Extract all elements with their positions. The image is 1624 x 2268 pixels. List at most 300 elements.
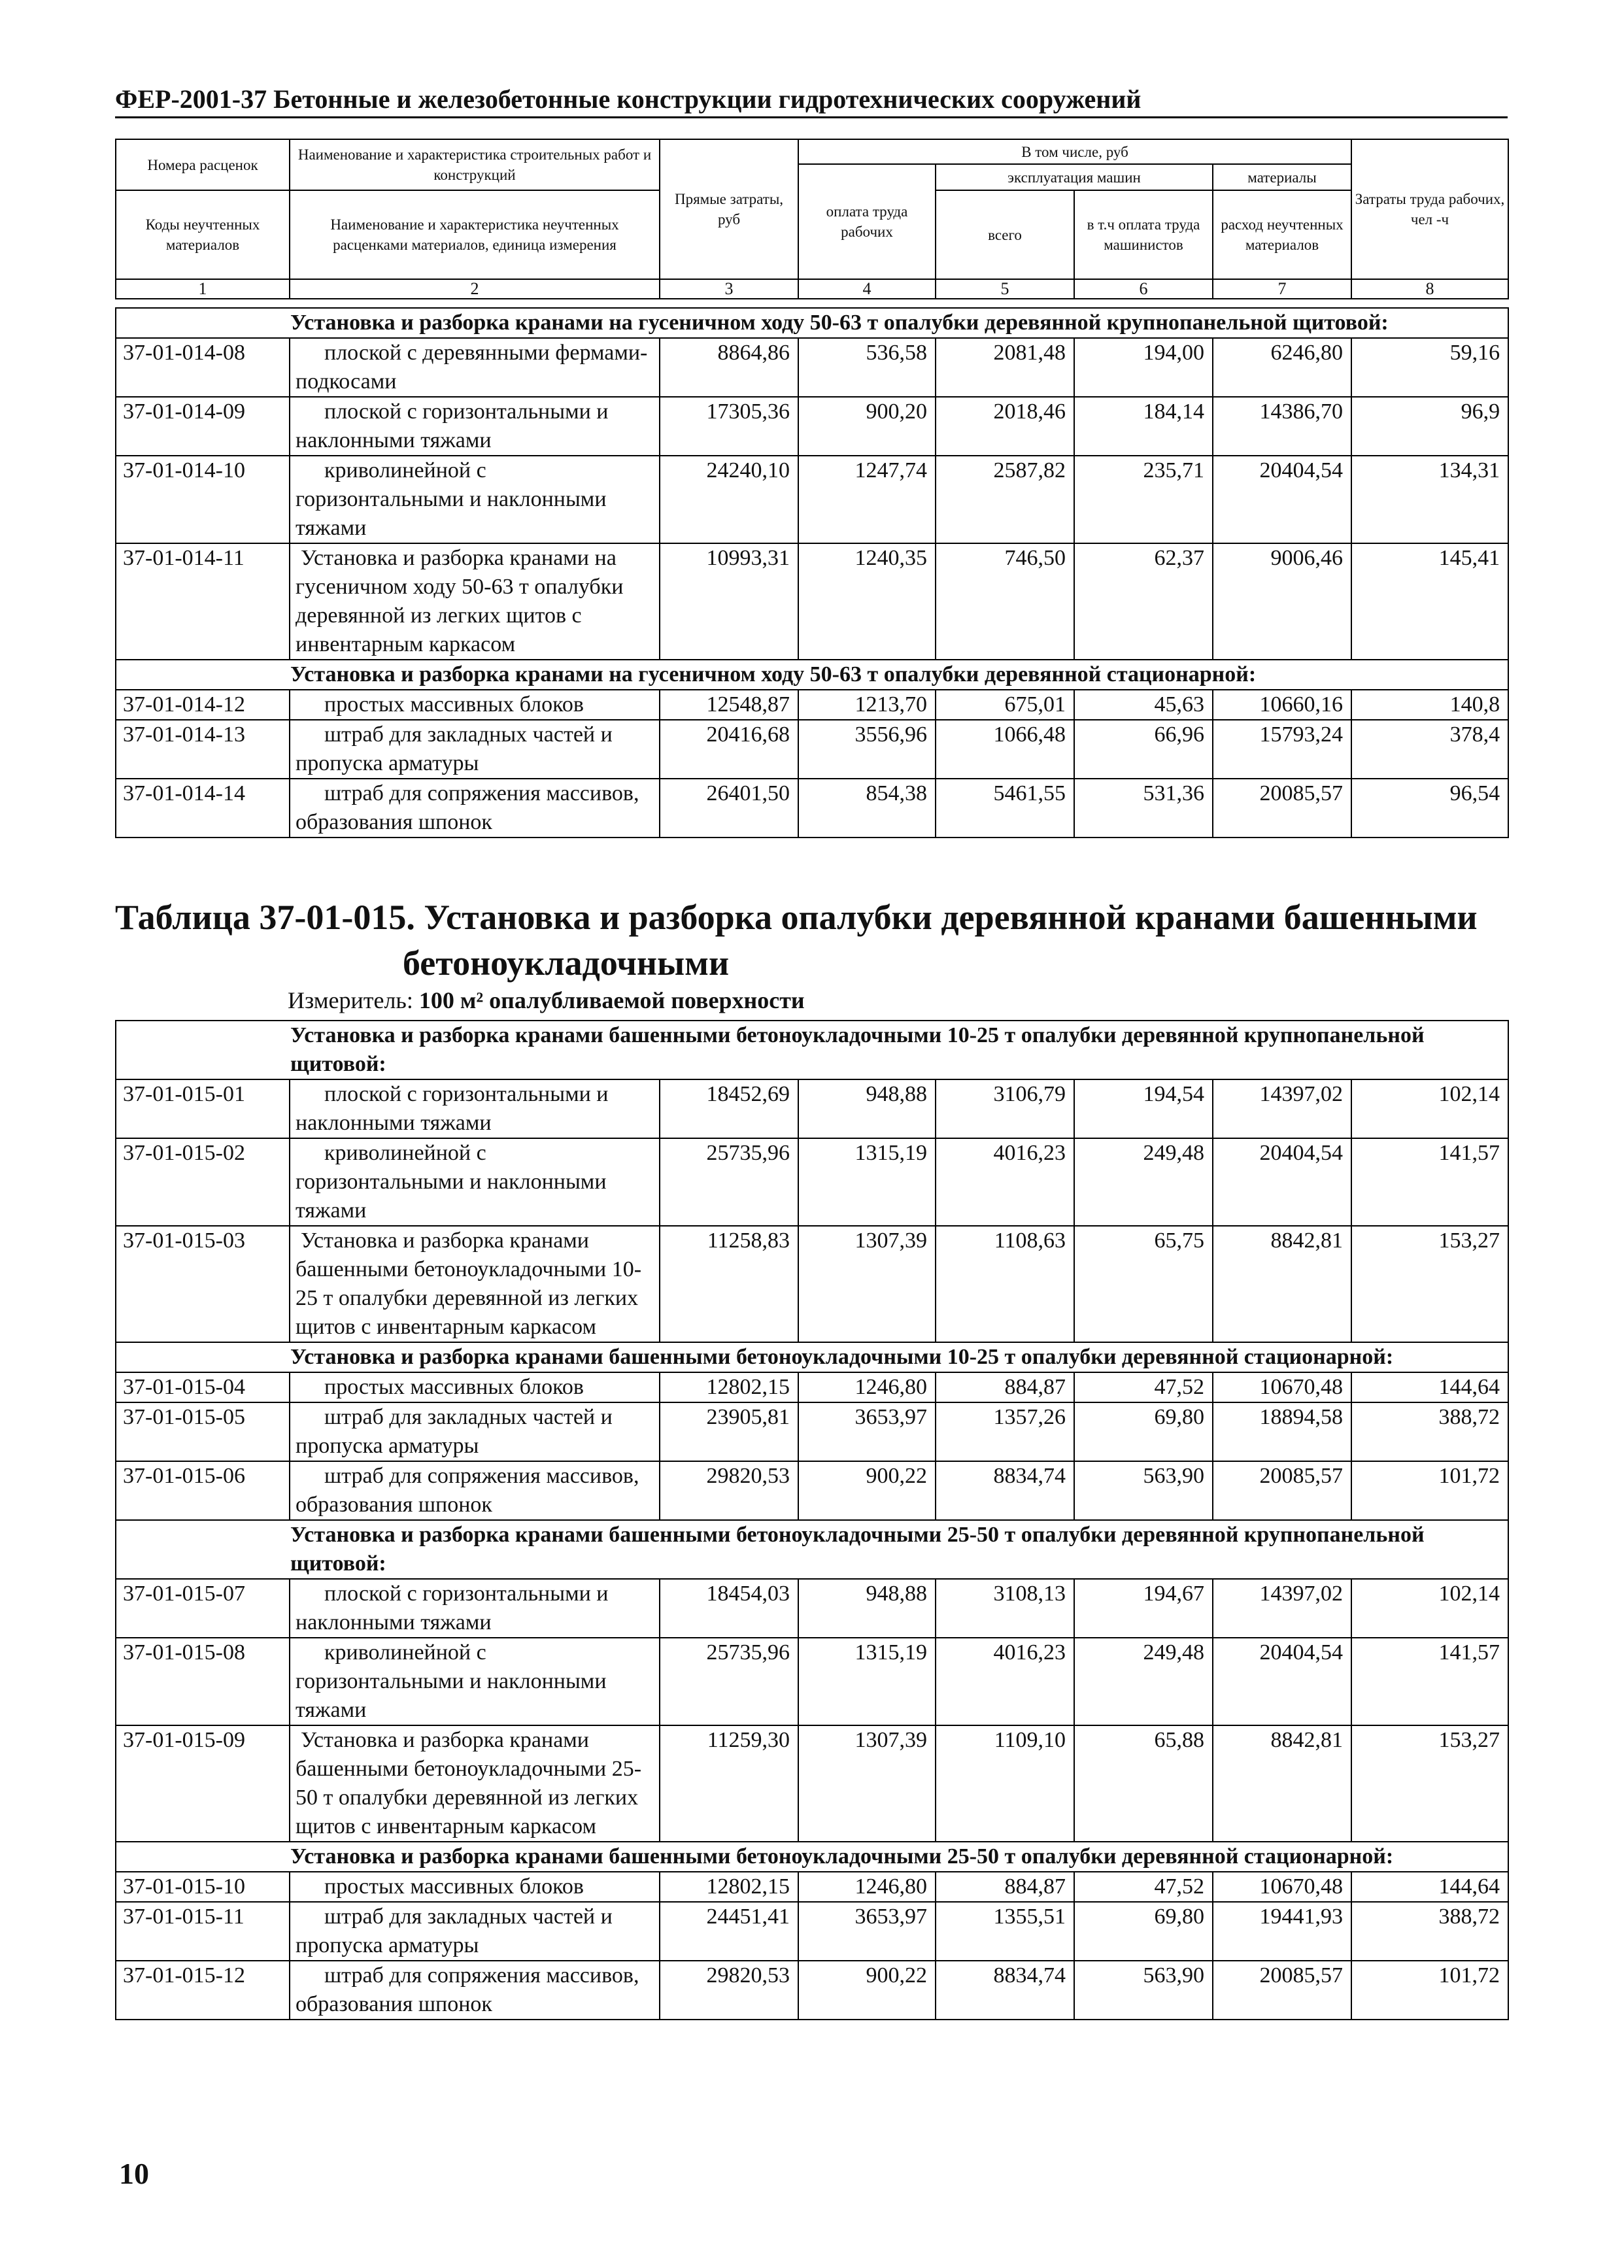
work-name-cell (290, 1079, 660, 1138)
labor-costs-cell-text: 101,72 (1438, 1464, 1500, 1488)
labor-costs-cell (1351, 779, 1508, 838)
direct-costs-cell (660, 456, 798, 543)
rate-code-cell (116, 1725, 290, 1842)
machine-total-cell-text: 3108,13 (993, 1582, 1066, 1606)
col-head-machine-operation: эксплуатация машин (936, 164, 1213, 190)
machine-total-cell-text: 675,01 (1004, 692, 1066, 717)
col-head-work-name: Наименование и характеристика строительных работ и конструкций (290, 139, 660, 190)
machine-total-cell (936, 1079, 1074, 1138)
direct-costs-cell (660, 1079, 798, 1138)
rate-code-cell-text: 37-01-015-12 (123, 1963, 245, 1988)
column-header-table (115, 139, 1509, 299)
section-row (116, 1021, 1508, 1079)
rate-code-cell-text: 37-01-014-12 (123, 692, 245, 717)
machine-total-cell-text: 8834,74 (993, 1963, 1066, 1988)
direct-costs-cell (660, 1579, 798, 1638)
rate-code-cell-text: 37-01-015-01 (123, 1082, 245, 1106)
direct-costs-cell-text: 24451,41 (706, 1904, 790, 1929)
rate-code-cell-text: 37-01-014-10 (123, 458, 245, 482)
machine-total-cell-text: 1066,48 (993, 722, 1066, 747)
rate-code-cell (116, 338, 290, 397)
worker-pay-cell-text: 1315,19 (854, 1640, 927, 1665)
operator-pay-cell (1074, 397, 1213, 456)
operator-pay-cell (1074, 1725, 1213, 1842)
col-number: 2 (290, 279, 660, 299)
direct-costs-cell-text: 18452,69 (706, 1082, 790, 1106)
machine-total-cell (936, 1961, 1074, 2020)
work-name-cell (290, 397, 660, 456)
labor-costs-cell-text: 59,16 (1449, 341, 1500, 365)
worker-pay-cell (798, 1372, 936, 1402)
direct-costs-cell-text: 29820,53 (706, 1464, 790, 1488)
operator-pay-cell-text: 69,80 (1154, 1405, 1204, 1429)
labor-costs-cell (1351, 1902, 1508, 1961)
operator-pay-cell-text: 249,48 (1143, 1640, 1204, 1665)
table-title-line-2: бетоноукладочными (403, 943, 730, 983)
col-head-including: В том числе, руб (798, 139, 1351, 164)
rate-code-cell-text: 37-01-014-09 (123, 399, 245, 424)
operator-pay-cell (1074, 1961, 1213, 2020)
col-head-machine-total: всего (936, 190, 1074, 279)
measure-label: Измеритель: (288, 987, 413, 1013)
labor-costs-cell (1351, 397, 1508, 456)
operator-pay-cell (1074, 1638, 1213, 1725)
work-name-cell-text: плоской с горизонтальными и наклонными тяжами (296, 399, 609, 452)
worker-pay-cell (798, 1461, 936, 1520)
direct-costs-cell (660, 1961, 798, 2020)
labor-costs-cell-text: 388,72 (1438, 1405, 1500, 1429)
materials-cell-text: 10670,48 (1259, 1375, 1343, 1399)
materials-cell-text: 10660,16 (1259, 692, 1343, 717)
rate-code-cell-text: 37-01-015-04 (123, 1375, 245, 1399)
table-row (116, 1579, 1508, 1638)
materials-cell (1213, 456, 1351, 543)
labor-costs-cell-text: 141,57 (1438, 1141, 1500, 1165)
materials-cell (1213, 779, 1351, 838)
table-row (116, 779, 1508, 838)
worker-pay-cell (798, 1138, 936, 1226)
worker-pay-cell-text: 1246,80 (854, 1874, 927, 1899)
labor-costs-cell-text: 144,64 (1438, 1874, 1500, 1899)
labor-costs-cell (1351, 1226, 1508, 1342)
rate-code-cell (116, 1902, 290, 1961)
col-number: 4 (798, 279, 936, 299)
operator-pay-cell-text: 47,52 (1154, 1874, 1204, 1899)
direct-costs-cell-text: 17305,36 (706, 399, 790, 424)
table-row (116, 1461, 1508, 1520)
machine-total-cell (936, 1402, 1074, 1461)
worker-pay-cell-text: 1213,70 (854, 692, 927, 717)
direct-costs-cell (660, 1725, 798, 1842)
work-name-cell-text: Установка и разборка кранами башенными бетоноукладочными 10-25 т опалубки деревянной из легких щитов с инвентарным каркасом (296, 1228, 642, 1339)
work-name-cell (290, 690, 660, 720)
rate-code-cell (116, 1461, 290, 1520)
operator-pay-cell-text: 47,52 (1154, 1375, 1204, 1399)
col-head-material-names: Наименование и характеристика неучтенных расценками материалов, единица измерения (290, 190, 660, 279)
machine-total-cell-text: 1357,26 (993, 1405, 1066, 1429)
rate-code-cell (116, 720, 290, 779)
materials-cell-text: 20404,54 (1259, 1141, 1343, 1165)
rate-code-cell-text: 37-01-015-11 (123, 1904, 245, 1929)
machine-total-cell (936, 1902, 1074, 1961)
section-row (116, 1520, 1508, 1579)
rate-code-cell-text: 37-01-015-02 (123, 1141, 245, 1165)
work-name-cell-text: штраб для закладных частей и пропуска арматуры (296, 1405, 613, 1458)
work-name-cell-text: штраб для сопряжения массивов, образования шпонок (296, 1963, 639, 2016)
materials-cell-text: 20404,54 (1259, 1640, 1343, 1665)
worker-pay-cell-text: 1315,19 (854, 1141, 927, 1165)
direct-costs-cell-text: 24240,10 (706, 458, 790, 482)
table-row (116, 720, 1508, 779)
operator-pay-cell-text: 65,88 (1154, 1728, 1204, 1752)
direct-costs-cell (660, 1461, 798, 1520)
table-row (116, 1372, 1508, 1402)
work-name-cell (290, 779, 660, 838)
col-number: 3 (660, 279, 798, 299)
materials-cell (1213, 1138, 1351, 1226)
operator-pay-cell (1074, 1402, 1213, 1461)
table-row (116, 1638, 1508, 1725)
work-name-cell (290, 1372, 660, 1402)
direct-costs-cell (660, 779, 798, 838)
direct-costs-cell-text: 12802,15 (706, 1874, 790, 1899)
operator-pay-cell-text: 194,54 (1143, 1082, 1204, 1106)
operator-pay-cell-text: 235,71 (1143, 458, 1204, 482)
labor-costs-cell-text: 378,4 (1449, 722, 1500, 747)
direct-costs-cell (660, 1402, 798, 1461)
operator-pay-cell (1074, 720, 1213, 779)
direct-costs-cell-text: 26401,50 (706, 781, 790, 805)
operator-pay-cell (1074, 338, 1213, 397)
operator-pay-cell (1074, 779, 1213, 838)
table-row (116, 1226, 1508, 1342)
direct-costs-cell-text: 25735,96 (706, 1141, 790, 1165)
work-name-cell-text: штраб для закладных частей и пропуска арматуры (296, 1904, 613, 1957)
table-row (116, 456, 1508, 543)
work-name-cell-text: простых массивных блоков (324, 692, 584, 717)
materials-cell-text: 9006,46 (1270, 546, 1343, 570)
rate-code-cell (116, 1138, 290, 1226)
table-row (116, 1961, 1508, 2020)
materials-cell-text: 6246,80 (1270, 341, 1343, 365)
direct-costs-cell-text: 8864,86 (717, 341, 790, 365)
direct-costs-cell-text: 11258,83 (707, 1228, 790, 1253)
labor-costs-cell-text: 96,9 (1461, 399, 1500, 424)
worker-pay-cell-text: 1307,39 (854, 1228, 927, 1253)
rates-table-37-01-014 (115, 307, 1509, 838)
machine-total-cell (936, 397, 1074, 456)
section-heading: Установка и разборка кранами башенными бетоноукладочными 10-25 т опалубки деревянной крупнопанельной щитовой: (116, 1021, 1508, 1079)
rate-code-cell (116, 456, 290, 543)
work-name-cell-text: простых массивных блоков (324, 1375, 584, 1399)
work-name-cell (290, 1902, 660, 1961)
materials-cell-text: 10670,48 (1259, 1874, 1343, 1899)
section-row (116, 1842, 1508, 1872)
direct-costs-cell (660, 1138, 798, 1226)
labor-costs-cell-text: 141,57 (1438, 1640, 1500, 1665)
materials-cell-text: 15793,24 (1259, 722, 1343, 747)
table-row (116, 543, 1508, 660)
col-head-material-codes: Коды неучтенных материалов (116, 190, 290, 279)
machine-total-cell (936, 720, 1074, 779)
direct-costs-cell-text: 18454,03 (706, 1582, 790, 1606)
machine-total-cell (936, 690, 1074, 720)
labor-costs-cell (1351, 1461, 1508, 1520)
labor-costs-cell (1351, 720, 1508, 779)
materials-cell (1213, 1372, 1351, 1402)
rate-code-cell-text: 37-01-014-13 (123, 722, 245, 747)
materials-cell-text: 20085,57 (1259, 1464, 1343, 1488)
rate-code-cell (116, 779, 290, 838)
work-name-cell (290, 1872, 660, 1902)
rate-code-cell-text: 37-01-015-07 (123, 1582, 245, 1606)
materials-cell-text: 14386,70 (1259, 399, 1343, 424)
table-row (116, 690, 1508, 720)
col-head-rate-numbers: Номера расценок (116, 139, 290, 190)
labor-costs-cell-text: 144,64 (1438, 1375, 1500, 1399)
materials-cell (1213, 720, 1351, 779)
labor-costs-cell (1351, 1579, 1508, 1638)
machine-total-cell-text: 746,50 (1004, 546, 1066, 570)
work-name-cell-text: плоской с горизонтальными и наклонными тяжами (296, 1582, 609, 1634)
table-title-line-1: Таблица 37-01-015. Установка и разборка опалубки деревянной кранами башенными (115, 898, 1478, 937)
section-heading: Установка и разборка кранами башенными бетоноукладочными 10-25 т опалубки деревянной стационарной: (116, 1342, 1508, 1372)
worker-pay-cell-text: 3653,97 (854, 1904, 927, 1929)
materials-cell-text: 18894,58 (1259, 1405, 1343, 1429)
col-head-direct-costs: Прямые затраты, руб (660, 139, 798, 279)
direct-costs-cell (660, 720, 798, 779)
work-name-cell (290, 1579, 660, 1638)
worker-pay-cell (798, 397, 936, 456)
col-head-operator-pay: в т.ч оплата труда машинистов (1074, 190, 1213, 279)
rate-code-cell (116, 1079, 290, 1138)
rate-code-cell (116, 1579, 290, 1638)
direct-costs-cell (660, 1638, 798, 1725)
labor-costs-cell (1351, 1079, 1508, 1138)
materials-cell-text: 14397,02 (1259, 1082, 1343, 1106)
direct-costs-cell (660, 338, 798, 397)
materials-cell-text: 14397,02 (1259, 1582, 1343, 1606)
section-heading: Установка и разборка кранами на гусеничном ходу 50-63 т опалубки деревянной крупнопанельной щитовой: (116, 308, 1508, 338)
machine-total-cell (936, 1579, 1074, 1638)
labor-costs-cell (1351, 456, 1508, 543)
section-row (116, 308, 1508, 338)
worker-pay-cell (798, 720, 936, 779)
operator-pay-cell (1074, 1872, 1213, 1902)
machine-total-cell (936, 456, 1074, 543)
rate-code-cell (116, 1961, 290, 2020)
labor-costs-cell (1351, 1372, 1508, 1402)
operator-pay-cell (1074, 1372, 1213, 1402)
section-row (116, 1342, 1508, 1372)
table-row (116, 1902, 1508, 1961)
work-name-cell-text: штраб для сопряжения массивов, образования шпонок (296, 781, 639, 834)
materials-cell (1213, 1461, 1351, 1520)
col-number: 5 (936, 279, 1074, 299)
operator-pay-cell (1074, 543, 1213, 660)
worker-pay-cell (798, 1961, 936, 2020)
work-name-cell-text: плоской с горизонтальными и наклонными тяжами (296, 1082, 609, 1135)
machine-total-cell (936, 1138, 1074, 1226)
machine-total-cell-text: 884,87 (1004, 1874, 1066, 1899)
rate-code-cell-text: 37-01-014-14 (123, 781, 245, 805)
materials-cell (1213, 1402, 1351, 1461)
materials-cell (1213, 397, 1351, 456)
operator-pay-cell-text: 45,63 (1154, 692, 1204, 717)
materials-cell (1213, 1961, 1351, 2020)
direct-costs-cell (660, 397, 798, 456)
machine-total-cell (936, 543, 1074, 660)
section-heading: Установка и разборка кранами башенными бетоноукладочными 25-50 т опалубки деревянной крупнопанельной щитовой: (116, 1520, 1508, 1579)
rate-code-cell-text: 37-01-014-08 (123, 341, 245, 365)
labor-costs-cell-text: 388,72 (1438, 1904, 1500, 1929)
direct-costs-cell-text: 23905,81 (706, 1405, 790, 1429)
work-name-cell-text: криволинейной с горизонтальными и наклонными тяжами (296, 458, 607, 540)
table-title (115, 894, 1508, 986)
work-name-cell (290, 1461, 660, 1520)
materials-cell (1213, 690, 1351, 720)
materials-cell (1213, 1638, 1351, 1725)
rate-code-cell-text: 37-01-015-10 (123, 1874, 245, 1899)
operator-pay-cell (1074, 1579, 1213, 1638)
labor-costs-cell-text: 102,14 (1438, 1082, 1500, 1106)
machine-total-cell-text: 1109,10 (994, 1728, 1066, 1752)
direct-costs-cell-text: 25735,96 (706, 1640, 790, 1665)
operator-pay-cell (1074, 1461, 1213, 1520)
section-heading: Установка и разборка кранами башенными бетоноукладочными 25-50 т опалубки деревянной стационарной: (116, 1842, 1508, 1872)
machine-total-cell (936, 1725, 1074, 1842)
worker-pay-cell (798, 338, 936, 397)
labor-costs-cell (1351, 1638, 1508, 1725)
direct-costs-cell-text: 12548,87 (706, 692, 790, 717)
direct-costs-cell (660, 1872, 798, 1902)
materials-cell (1213, 1725, 1351, 1842)
worker-pay-cell-text: 900,22 (866, 1464, 927, 1488)
rate-code-cell (116, 543, 290, 660)
materials-cell (1213, 1902, 1351, 1961)
work-name-cell (290, 1638, 660, 1725)
direct-costs-cell-text: 11259,30 (707, 1728, 790, 1752)
table-row (116, 1402, 1508, 1461)
rates-table-37-01-015 (115, 1020, 1509, 2020)
direct-costs-cell-text: 20416,68 (706, 722, 790, 747)
operator-pay-cell (1074, 1079, 1213, 1138)
work-name-cell (290, 1138, 660, 1226)
col-number: 1 (116, 279, 290, 299)
rate-code-cell (116, 690, 290, 720)
worker-pay-cell (798, 1725, 936, 1842)
operator-pay-cell-text: 184,14 (1143, 399, 1204, 424)
work-name-cell (290, 720, 660, 779)
machine-total-cell-text: 4016,23 (993, 1640, 1066, 1665)
machine-total-cell (936, 1461, 1074, 1520)
col-head-materials: материалы (1213, 164, 1351, 190)
col-head-material-consumption: расход неучтенных материалов (1213, 190, 1351, 279)
operator-pay-cell (1074, 690, 1213, 720)
operator-pay-cell (1074, 1226, 1213, 1342)
worker-pay-cell (798, 1079, 936, 1138)
labor-costs-cell (1351, 1725, 1508, 1842)
rate-code-cell-text: 37-01-015-03 (123, 1228, 245, 1253)
operator-pay-cell-text: 62,37 (1154, 546, 1204, 570)
work-name-cell-text: простых массивных блоков (324, 1874, 584, 1899)
worker-pay-cell-text: 1246,80 (854, 1375, 927, 1399)
materials-cell-text: 19441,93 (1259, 1904, 1343, 1929)
worker-pay-cell-text: 948,88 (866, 1582, 927, 1606)
labor-costs-cell (1351, 690, 1508, 720)
materials-cell-text: 20404,54 (1259, 458, 1343, 482)
labor-costs-cell (1351, 1961, 1508, 2020)
work-name-cell-text: штраб для закладных частей и пропуска арматуры (296, 722, 613, 775)
direct-costs-cell-text: 12802,15 (706, 1375, 790, 1399)
rate-code-cell (116, 1226, 290, 1342)
operator-pay-cell-text: 69,80 (1154, 1904, 1204, 1929)
labor-costs-cell-text: 140,8 (1449, 692, 1500, 717)
rate-code-cell-text: 37-01-014-11 (123, 546, 245, 570)
worker-pay-cell (798, 456, 936, 543)
machine-total-cell-text: 2587,82 (993, 458, 1066, 482)
direct-costs-cell-text: 10993,31 (706, 546, 790, 570)
machine-total-cell-text: 1108,63 (994, 1228, 1066, 1253)
work-name-cell (290, 543, 660, 660)
work-name-cell-text: штраб для сопряжения массивов, образования шпонок (296, 1464, 639, 1517)
work-name-cell (290, 1725, 660, 1842)
worker-pay-cell-text: 3653,97 (854, 1405, 927, 1429)
rate-code-cell-text: 37-01-015-05 (123, 1405, 245, 1429)
labor-costs-cell-text: 153,27 (1438, 1728, 1500, 1752)
machine-total-cell (936, 1638, 1074, 1725)
worker-pay-cell-text: 3556,96 (854, 722, 927, 747)
worker-pay-cell (798, 779, 936, 838)
worker-pay-cell (798, 1226, 936, 1342)
materials-cell-text: 8842,81 (1270, 1228, 1343, 1253)
materials-cell (1213, 1226, 1351, 1342)
worker-pay-cell-text: 948,88 (866, 1082, 927, 1106)
rate-code-cell (116, 397, 290, 456)
worker-pay-cell-text: 1240,35 (854, 546, 927, 570)
machine-total-cell-text: 5461,55 (993, 781, 1066, 805)
direct-costs-cell (660, 1372, 798, 1402)
worker-pay-cell (798, 1638, 936, 1725)
machine-total-cell-text: 8834,74 (993, 1464, 1066, 1488)
labor-costs-cell-text: 101,72 (1438, 1963, 1500, 1988)
worker-pay-cell-text: 854,38 (866, 781, 927, 805)
rate-code-cell (116, 1372, 290, 1402)
machine-total-cell-text: 3106,79 (993, 1082, 1066, 1106)
worker-pay-cell-text: 900,22 (866, 1963, 927, 1988)
table-row (116, 338, 1508, 397)
worker-pay-cell (798, 1402, 936, 1461)
work-name-cell (290, 1961, 660, 2020)
col-head-labor-costs: Затраты труда рабочих, чел -ч (1351, 139, 1508, 279)
worker-pay-cell (798, 543, 936, 660)
col-number: 7 (1213, 279, 1351, 299)
machine-total-cell (936, 1872, 1074, 1902)
rate-code-cell (116, 1872, 290, 1902)
worker-pay-cell (798, 1902, 936, 1961)
operator-pay-cell-text: 249,48 (1143, 1141, 1204, 1165)
section-row (116, 660, 1508, 690)
rate-code-cell (116, 1638, 290, 1725)
work-name-cell-text: Установка и разборка кранами башенными бетоноукладочными 25-50 т опалубки деревянной из легких щитов с инвентарным каркасом (296, 1728, 642, 1838)
machine-total-cell-text: 884,87 (1004, 1375, 1066, 1399)
materials-cell-text: 20085,57 (1259, 781, 1343, 805)
materials-cell (1213, 1079, 1351, 1138)
work-name-cell-text: криволинейной с горизонтальными и наклонными тяжами (296, 1640, 607, 1722)
work-name-cell-text: Установка и разборка кранами на гусеничном ходу 50-63 т опалубки деревянной из легких щитов с инвентарным каркасом (296, 546, 624, 656)
direct-costs-cell-text: 29820,53 (706, 1963, 790, 1988)
col-number: 8 (1351, 279, 1508, 299)
